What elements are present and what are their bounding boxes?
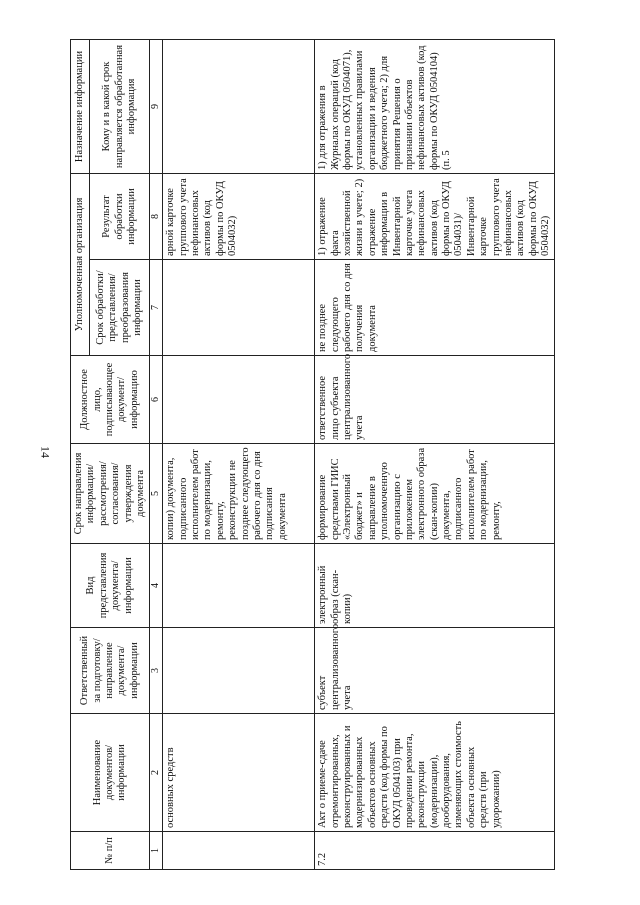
document-table [70, 39, 555, 870]
column-number: 5 [150, 444, 163, 544]
column-number-row [150, 40, 163, 870]
cell-result: 1) отражение факта хозяйственной жизни в учете; 2) отражение информации в Инвентарной карточке учета нефинансовых активов (код формы по ОКУД 0504031)/Инвентарной карточке группового учета нефинансовых активов (код формы по ОКУД 0504032) [315, 174, 555, 260]
header-col-processing-time: Срок обработки/ представления/ преобразования информации [90, 260, 150, 356]
cell-recipient [163, 40, 315, 174]
cell-name: Акт о приеме-сдаче отремонтированных, реконструированных и модернизированных объектов основных средств (код формы по ОКУД 0504103) при проведении ремонта, реконструкции (модернизации), дооборудования, изменяющих стоимость объекта основных средств (при удорожании) [315, 714, 555, 832]
cell-responsible: субъект централизованного учета [315, 628, 555, 714]
header-col-name: Наименование документов/ информации [71, 714, 150, 832]
header-col-result: Результат обработки информации [90, 174, 150, 260]
header-col-responsible: Ответственный за подготовку/ направление документа/ информации [71, 628, 150, 714]
header-row-1 [71, 40, 90, 870]
cell-processing-time: не позднее следующего рабочего дня со дня получения документа [315, 260, 555, 356]
cell-form [163, 544, 315, 628]
cell-num [163, 832, 315, 870]
header-col-official: Должностное лицо, подписывающее документ/ информацию [71, 356, 150, 444]
cell-num: 7.2 [315, 832, 555, 870]
cell-recipient: 1) для отражения в Журналах операций (код формы по ОКУД 0504071), установленных правилами организации и ведения бюджетного учета; 2) для принятия Решения о признании объектов нефинансовых активов (код формы по ОКУД 0504104) (п. 5 [315, 40, 555, 174]
cell-form: электронный образ (скан-копии) [315, 544, 555, 628]
column-number: 6 [150, 356, 163, 444]
column-number: 2 [150, 714, 163, 832]
table-row-continuation [163, 40, 315, 870]
cell-result: арной карточке группового учета нефинансовых активов (код формы по ОКУД 0504032) [163, 174, 315, 260]
page-number: 14 [38, 446, 53, 458]
header-group-purpose: Назначение информации [71, 40, 90, 174]
column-number: 1 [150, 832, 163, 870]
header-col-form: Вид представления документа/ информации [71, 544, 150, 628]
cell-name: основных средств [163, 714, 315, 832]
column-number: 9 [150, 40, 163, 174]
header-group-organization: Уполномоченная организация [71, 174, 90, 356]
column-number: 7 [150, 260, 163, 356]
cell-processing-time [163, 260, 315, 356]
cell-official [163, 356, 315, 444]
header-col-deadline: Срок направления информации/ рассмотрения/ согласования/ утверждения документа [71, 444, 150, 544]
column-number: 3 [150, 628, 163, 714]
cell-deadline: формирование средствами ГИИС «Электронный бюджет» и направление в уполномоченную организацию с приложением электронного образа (скан-копии) документа, подписанного исполнителем работ по модернизации, ремонту, [315, 444, 555, 544]
cell-official: ответственное лицо субъекта централизованного учета [315, 356, 555, 444]
table-row-7-2 [315, 40, 555, 870]
cell-responsible [163, 628, 315, 714]
column-number: 4 [150, 544, 163, 628]
cell-deadline: копии) документа, подписанного исполнителем работ по модернизации, ремонту, реконструкции не позднее следующего рабочего дня со дня подписания документа [163, 444, 315, 544]
header-col-recipient: Кому и в какой срок направляется обработанная информация [90, 40, 150, 174]
header-col-num: № п/п [71, 832, 150, 870]
column-number: 8 [150, 174, 163, 260]
document-table-rotated [70, 40, 600, 870]
